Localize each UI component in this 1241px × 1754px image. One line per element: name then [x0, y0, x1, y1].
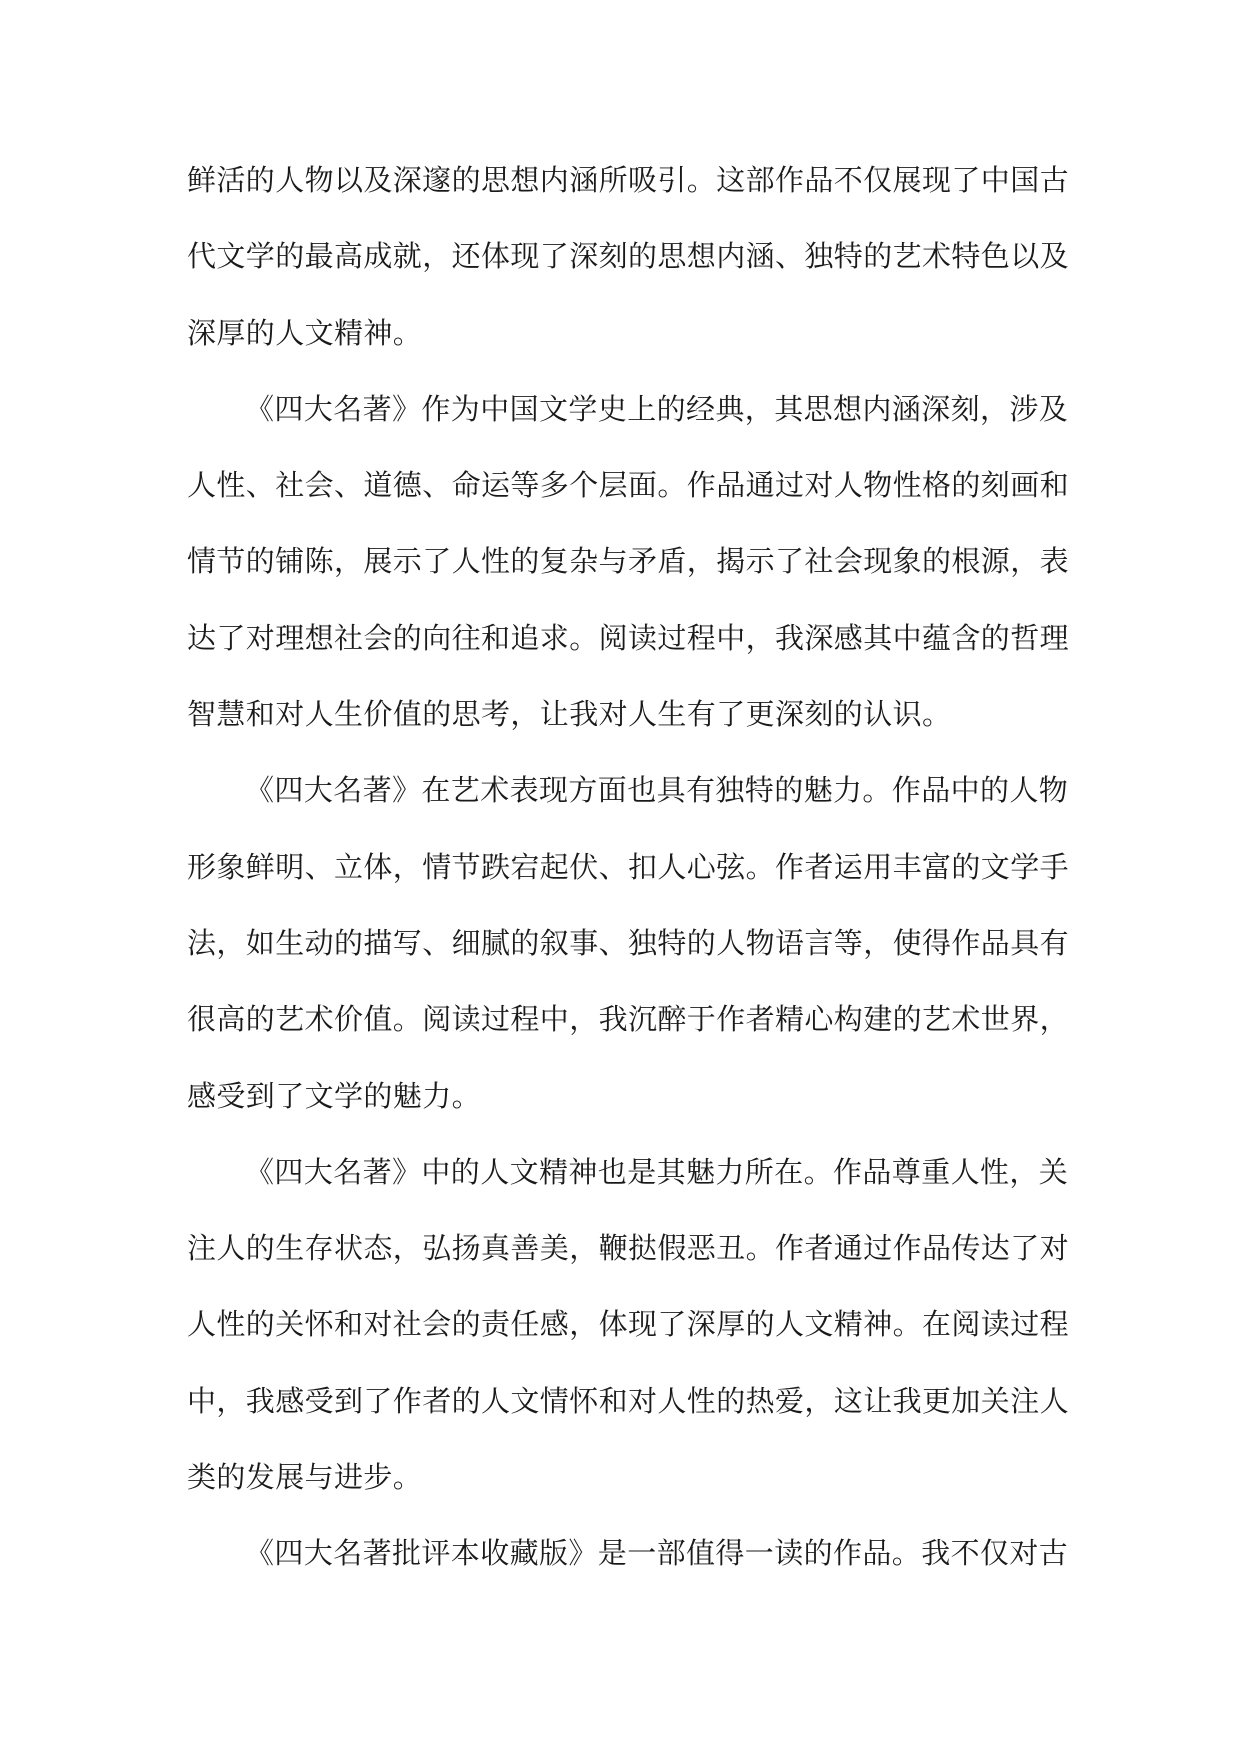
paragraph-start-line: 《四大名著批评本收藏版》是一部值得一读的作品。我不仅对古 — [245, 1536, 1069, 1571]
paragraph-start-line: 《四大名著》作为中国文学史上的经典，其思想内涵深刻，涉及 — [245, 391, 1069, 426]
essay-body — [187, 142, 1070, 1592]
text-line: 代文学的最高成就，还体现了深刻的思想内涵、独特的艺术特色以及 — [187, 239, 1070, 274]
text-line: 中，我感受到了作者的人文情怀和对人性的热爱，这让我更加关注人 — [187, 1383, 1070, 1418]
text-line: 类的发展与进步。 — [187, 1460, 423, 1495]
text-line: 形象鲜明、立体，情节跌宕起伏、扣人心弦。作者运用丰富的文学手 — [187, 849, 1070, 884]
text-line: 人性的关怀和对社会的责任感，体现了深厚的人文精神。在阅读过程 — [187, 1307, 1070, 1342]
paragraph-start-line: 《四大名著》中的人文精神也是其魅力所在。作品尊重人性，关 — [245, 1154, 1069, 1189]
text-line: 人性、社会、道德、命运等多个层面。作品通过对人物性格的刻画和 — [187, 468, 1070, 503]
text-line: 注人的生存状态，弘扬真善美，鞭挞假恶丑。作者通过作品传达了对 — [187, 1231, 1070, 1266]
text-line: 鲜活的人物以及深邃的思想内涵所吸引。这部作品不仅展现了中国古 — [187, 163, 1070, 197]
text-line: 感受到了文学的魅力。 — [187, 1078, 482, 1113]
paragraph-start-line: 《四大名著》在艺术表现方面也具有独特的魅力。作品中的人物 — [245, 773, 1069, 808]
text-line: 智慧和对人生价值的思考，让我对人生有了更深刻的认识。 — [187, 697, 952, 732]
text-line: 法，如生动的描写、细腻的叙事、独特的人物语言等，使得作品具有 — [187, 925, 1070, 960]
text-line: 达了对理想社会的向往和追求。阅读过程中，我深感其中蕴含的哲理 — [187, 620, 1070, 655]
text-line: 很高的艺术价值。阅读过程中，我沉醉于作者精心构建的艺术世界， — [187, 1002, 1070, 1037]
text-line: 深厚的人文精神。 — [187, 315, 423, 350]
text-line: 情节的铺陈，展示了人性的复杂与矛盾，揭示了社会现象的根源，表 — [187, 544, 1070, 579]
